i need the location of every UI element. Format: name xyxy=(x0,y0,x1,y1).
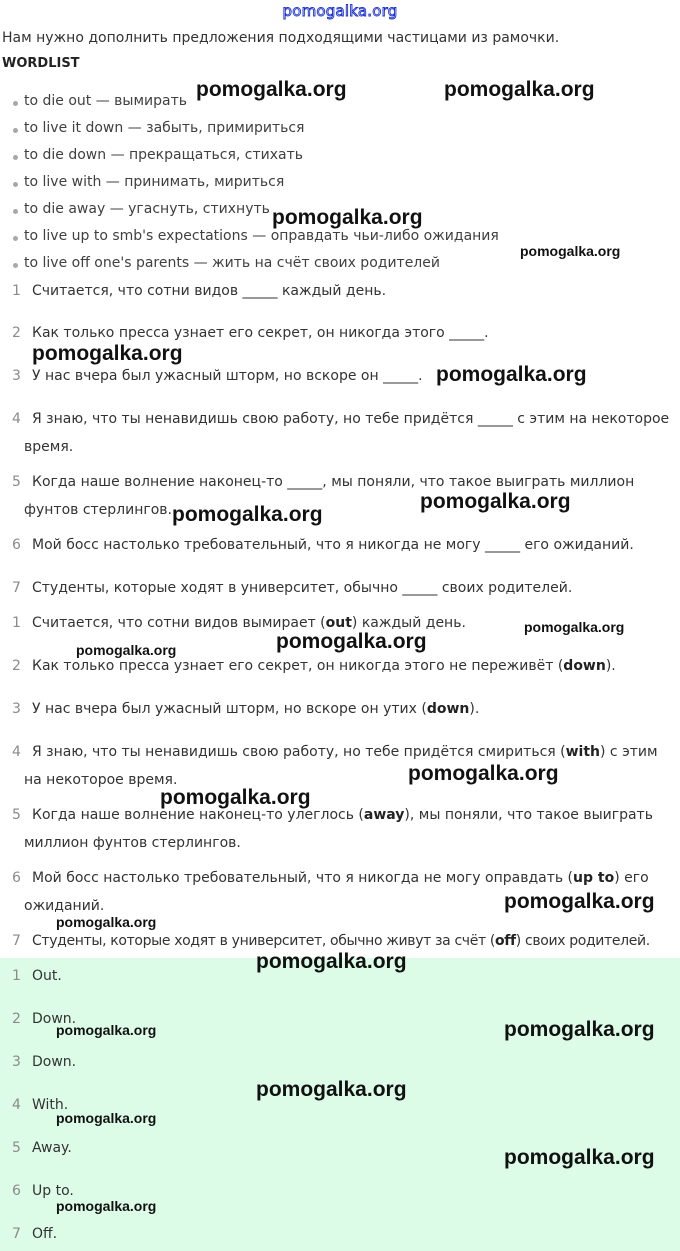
answer-text: Down. xyxy=(32,1011,77,1027)
wordlist-item: to live it down — забыть, примириться xyxy=(24,120,305,136)
wordlist-item: to live up to smb's expectations — оправдать чьи-либо ожидания xyxy=(24,228,499,244)
watermark: pomogalka.org xyxy=(436,363,587,386)
answer-text: Up to. xyxy=(32,1183,74,1199)
wordlist-item: to live off one's parents — жить на счёт своих родителей xyxy=(24,255,440,271)
solution-text: Как только пресса узнает его секрет, он никогда этого не переживёт (down). xyxy=(32,658,616,674)
watermark: pomogalka.org xyxy=(504,890,655,913)
task-number: 7 xyxy=(12,580,21,596)
answer-text: Out. xyxy=(32,968,62,984)
watermark: pomogalka.org xyxy=(56,1198,157,1214)
solution-number: 3 xyxy=(12,701,21,717)
task-text: Я знаю, что ты ненавидишь свою работу, но тебе придётся _____ с этим на некоторое xyxy=(32,411,670,427)
wordlist-item: to die away — угаснуть, стихнуть xyxy=(24,201,270,217)
answer-number: 6 xyxy=(12,1183,21,1199)
solution-number: 1 xyxy=(12,615,21,631)
solution-number: 5 xyxy=(12,807,21,823)
task-text: Как только пресса узнает его секрет, он никогда этого _____. xyxy=(32,325,489,341)
answer-number: 4 xyxy=(12,1097,21,1113)
solution-text-continued: ожиданий. xyxy=(24,898,105,914)
task-text: Когда наше волнение наконец-то _____, мы поняли, что такое выиграть миллион xyxy=(32,474,635,490)
answer-number: 1 xyxy=(12,968,21,984)
answer-text: Off. xyxy=(32,1226,58,1242)
answer-word: down xyxy=(563,658,606,674)
solution-text-continued: миллион фунтов стерлингов. xyxy=(24,835,241,851)
task-text: Студенты, которые ходят в университет, обычно _____ своих родителей. xyxy=(32,580,573,596)
intro-text: Нам нужно дополнить предложения подходящими частицами из рамочки. xyxy=(2,30,560,46)
watermark: pomogalka.org xyxy=(504,1018,655,1041)
answer-word: up to xyxy=(573,870,615,886)
watermark: pomogalka.org xyxy=(272,206,423,229)
solution-number: 7 xyxy=(12,933,21,949)
solution-text-continued: на некоторое время. xyxy=(24,772,178,788)
solution-number: 6 xyxy=(12,870,21,886)
watermark: pomogalka.org xyxy=(56,1022,157,1038)
task-number: 1 xyxy=(12,283,21,299)
wordlist-item: to live with — принимать, мириться xyxy=(24,174,285,190)
wordlist-title: WORDLIST xyxy=(2,56,80,71)
answer-number: 5 xyxy=(12,1140,21,1156)
wordlist-item: to die down — прекращаться, стихать xyxy=(24,147,304,163)
watermark: pomogalka.org xyxy=(196,78,347,101)
watermark: pomogalka.org xyxy=(172,503,323,526)
task-text-continued: время. xyxy=(24,439,74,455)
solution-text: Когда наше волнение наконец-то улеглось (away), мы поняли, что такое выиграть xyxy=(32,807,653,823)
solution-text: Я знаю, что ты ненавидишь свою работу, но тебе придётся смириться (with) с этим xyxy=(32,744,658,760)
task-number: 5 xyxy=(12,474,21,490)
watermark: pomogalka.org xyxy=(256,950,407,973)
task-text: У нас вчера был ужасный шторм, но вскоре он _____. xyxy=(32,368,423,384)
answer-text: With. xyxy=(32,1097,69,1113)
solution-number: 2 xyxy=(12,658,21,674)
answer-word: with xyxy=(565,744,601,760)
task-number: 3 xyxy=(12,368,21,384)
task-number: 2 xyxy=(12,325,21,341)
answer-number: 7 xyxy=(12,1226,21,1242)
watermark: pomogalka.org xyxy=(504,1146,655,1169)
answer-word: down xyxy=(426,701,470,717)
answer-word: away xyxy=(363,807,405,823)
task-text: Считается, что сотни видов _____ каждый день. xyxy=(32,283,387,299)
solution-text: Студенты, которые ходят в университет, обычно живут за счёт (off) своих родителей. xyxy=(32,933,650,949)
watermark: pomogalka.org xyxy=(76,642,177,658)
watermark: pomogalka.org xyxy=(420,490,571,513)
answer-number: 3 xyxy=(12,1054,21,1070)
answer-text: Away. xyxy=(32,1140,72,1156)
answer-text: Down. xyxy=(32,1054,77,1070)
task-text-continued: фунтов стерлингов. xyxy=(24,502,173,518)
watermark: pomogalka.org xyxy=(444,78,595,101)
watermark: pomogalka.org xyxy=(408,762,559,785)
watermark: pomogalka.org xyxy=(256,1078,407,1101)
watermark: pomogalka.org xyxy=(276,630,427,653)
wordlist-item: to die out — вымирать xyxy=(24,93,188,109)
answer-word: off xyxy=(495,933,516,949)
site-logo[interactable]: pomogalka.org xyxy=(282,2,398,20)
answer-word: out xyxy=(325,615,352,631)
watermark: pomogalka.org xyxy=(56,1110,157,1126)
watermark: pomogalka.org xyxy=(520,243,621,259)
watermark: pomogalka.org xyxy=(32,342,183,365)
watermark: pomogalka.org xyxy=(56,914,157,930)
answer-number: 2 xyxy=(12,1011,21,1027)
solution-text: У нас вчера был ужасный шторм, но вскоре он утих (down). xyxy=(32,701,480,717)
watermark: pomogalka.org xyxy=(160,786,311,809)
watermark: pomogalka.org xyxy=(524,619,625,635)
solution-text: Мой босс настолько требовательный, что я никогда не могу оправдать (up to) его xyxy=(32,870,649,886)
solution-number: 4 xyxy=(12,744,21,760)
solution-text: Считается, что сотни видов вымирает (out) каждый день. xyxy=(32,615,466,631)
task-number: 4 xyxy=(12,411,21,427)
task-number: 6 xyxy=(12,537,21,553)
task-text: Мой босс настолько требовательный, что я никогда не могу _____ его ожиданий. xyxy=(32,537,634,553)
